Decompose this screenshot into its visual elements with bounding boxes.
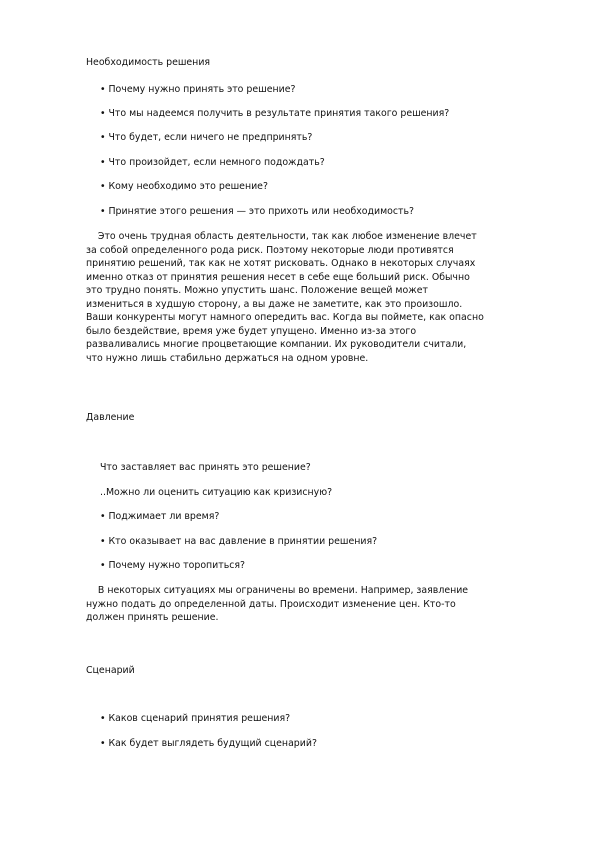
list-item: • Почему нужно торопиться? (100, 560, 246, 571)
paragraph-line: В некоторых ситуациях мы ограничены во времени. Например, заявление (86, 585, 469, 596)
list-item: • Принятие этого решения — это прихоть или необходимость? (100, 206, 415, 217)
list-item: • Что будет, если ничего не предпринять? (100, 132, 313, 143)
list-item: Что заставляет вас принять это решение? (100, 462, 311, 473)
paragraph-line: было бездействие, время уже будет упущено. Именно из-за этого (86, 325, 417, 337)
paragraph-line: именно отказ от принятия решения несет в себе еще больший риск. Обычно (86, 271, 470, 283)
section-heading-necessity: Необходимость решения (86, 57, 211, 68)
paragraph-line: Это очень трудная область деятельности, так как любое изменение влечет (86, 231, 477, 242)
list-item: • Поджимает ли время? (100, 511, 220, 522)
list-item: • Кому необходимо это решение? (100, 181, 268, 192)
paragraph-line: разваливались многие процветающие компании. Их руководители считали, (86, 339, 467, 350)
paragraph-line: измениться в худшую сторону, а вы даже не заметите, как это произошло. (86, 298, 463, 310)
paragraph-line: нужно подать до определенной даты. Происходит изменение цен. Кто-то (86, 598, 456, 610)
paragraph-line: это трудно понять. Можно упустить шанс. Положение вещей может (86, 285, 428, 296)
paragraph-necessity (86, 230, 556, 365)
paragraph-line: принятию решений, так как не хотят рисковать. Однако в некоторых случаях (86, 258, 476, 269)
section-heading-pressure: Давление (86, 412, 135, 423)
list-item: • Как будет выглядеть будущий сценарий? (100, 738, 317, 749)
list-item: • Почему нужно принять это решение? (100, 84, 296, 95)
section-heading-scenario: Сценарий (86, 665, 135, 676)
list-item: ..Можно ли оценить ситуацию как кризисную? (100, 487, 333, 498)
list-item: • Что произойдет, если немного подождать? (100, 157, 325, 168)
paragraph-pressure (86, 584, 556, 625)
list-item: • Каков сценарий принятия решения? (100, 713, 291, 724)
list-item: • Что мы надеемся получить в результате принятия такого решения? (100, 108, 450, 119)
paragraph-line: что нужно лишь стабильно держаться на одном уровне. (86, 352, 369, 364)
paragraph-line: за собой определенного рода риск. Поэтому некоторые люди противятся (86, 244, 454, 256)
paragraph-line: должен принять решение. (86, 612, 219, 623)
list-item: • Кто оказывает на вас давление в принятии решения? (100, 536, 378, 547)
paragraph-line: Ваши конкуренты могут намного опередить вас. Когда вы поймете, как опасно (86, 312, 484, 323)
